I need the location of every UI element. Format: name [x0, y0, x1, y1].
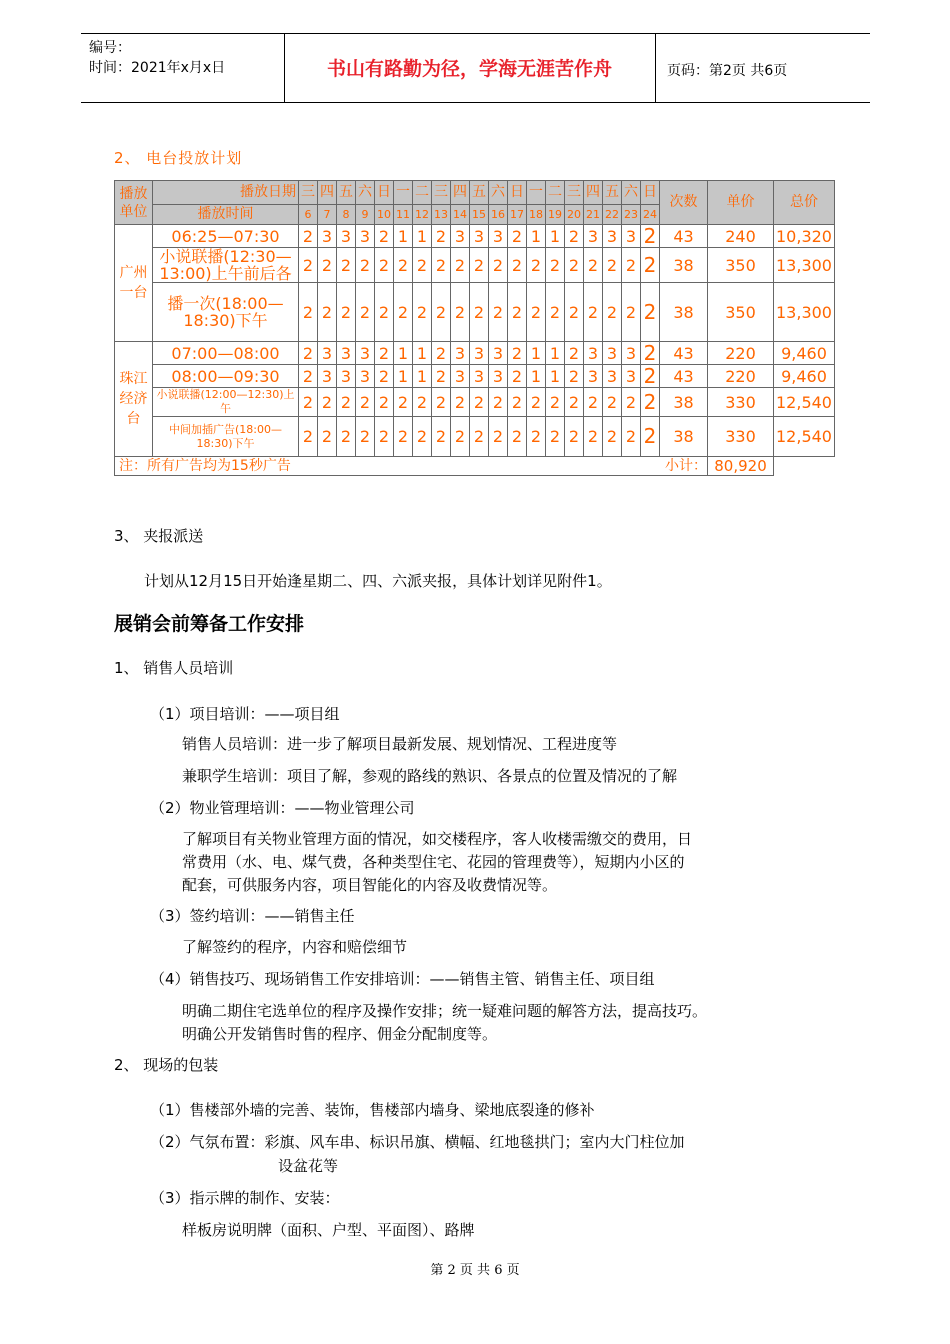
total-cell: 12,540: [774, 417, 835, 457]
times-cell: 43: [660, 342, 708, 365]
time-cell: 07:00—08:00: [153, 342, 299, 365]
count-cell: 2: [641, 225, 660, 248]
total-cell: 13,300: [774, 283, 835, 342]
times-cell: 43: [660, 365, 708, 388]
col-header-total: 总价: [774, 181, 835, 225]
count-cell: 1: [394, 365, 413, 388]
date-cell: 6: [299, 205, 318, 225]
weekday-cell: 四: [584, 181, 603, 205]
count-cell: 2: [375, 283, 394, 342]
date-cell: 12: [413, 205, 432, 225]
count-cell: 2: [318, 248, 337, 283]
subtotal-value: 80,920: [708, 457, 774, 476]
table-row: [115, 342, 835, 365]
time-cell: 06:25—07:30: [153, 225, 299, 248]
count-cell: 2: [546, 417, 565, 457]
count-cell: 2: [641, 365, 660, 388]
count-cell: 2: [375, 225, 394, 248]
weekday-cell: 日: [375, 181, 394, 205]
count-cell: 2: [508, 225, 527, 248]
date-cell: 11: [394, 205, 413, 225]
count-cell: 3: [356, 225, 375, 248]
date-cell: 23: [622, 205, 641, 225]
count-cell: 2: [603, 283, 622, 342]
count-cell: 2: [470, 248, 489, 283]
count-cell: 2: [299, 365, 318, 388]
count-cell: 2: [375, 248, 394, 283]
count-cell: 2: [470, 388, 489, 417]
weekday-cell: 六: [622, 181, 641, 205]
table-row: [115, 388, 835, 417]
count-cell: 2: [527, 283, 546, 342]
table-row: [115, 283, 835, 342]
count-cell: 2: [565, 225, 584, 248]
date-cell: 24: [641, 205, 660, 225]
count-cell: 2: [527, 248, 546, 283]
count-cell: 1: [546, 365, 565, 388]
list-item: （1）售楼部外墙的完善、装饰，售楼部内墙身、梁地底裂逢的修补: [150, 1101, 595, 1119]
date-cell: 18: [527, 205, 546, 225]
weekday-cell: 五: [337, 181, 356, 205]
count-cell: 2: [356, 417, 375, 457]
table-row: [115, 248, 835, 283]
count-cell: 3: [584, 342, 603, 365]
count-cell: 1: [413, 225, 432, 248]
count-cell: 2: [432, 342, 451, 365]
count-cell: 2: [337, 283, 356, 342]
count-cell: 2: [337, 388, 356, 417]
count-cell: 2: [432, 283, 451, 342]
count-cell: 2: [641, 248, 660, 283]
count-cell: 2: [565, 342, 584, 365]
count-cell: 2: [451, 283, 470, 342]
date-cell: 14: [451, 205, 470, 225]
count-cell: 1: [527, 225, 546, 248]
count-cell: 2: [546, 248, 565, 283]
price-cell: 350: [708, 248, 774, 283]
count-cell: 2: [299, 225, 318, 248]
date-cell: 13: [432, 205, 451, 225]
count-cell: 2: [508, 388, 527, 417]
date-cell: 8: [337, 205, 356, 225]
time-label: 时间：2021年x月x日: [89, 60, 226, 76]
count-cell: 3: [337, 225, 356, 248]
weekday-cell: 五: [470, 181, 489, 205]
weekday-cell: 日: [508, 181, 527, 205]
count-cell: 2: [508, 283, 527, 342]
date-cell: 9: [356, 205, 375, 225]
count-cell: 1: [413, 365, 432, 388]
page-header: [81, 33, 870, 103]
table-note-row: [115, 457, 835, 476]
count-cell: 3: [451, 225, 470, 248]
table-row: [115, 417, 835, 457]
list-item: （3）指示牌的制作、安装：: [150, 1189, 340, 1207]
count-cell: 2: [413, 388, 432, 417]
total-cell: 10,320: [774, 225, 835, 248]
count-cell: 2: [356, 283, 375, 342]
corner-unit-label: 播放单位: [115, 181, 153, 225]
count-cell: 2: [451, 248, 470, 283]
count-cell: 2: [489, 388, 508, 417]
count-cell: 2: [299, 248, 318, 283]
count-cell: 3: [470, 342, 489, 365]
paragraph: 明确公开发销售时售的程序、佣金分配制度等。: [182, 1025, 498, 1043]
count-cell: 3: [337, 365, 356, 388]
paragraph: 配套，可供服务内容，项目智能化的内容及收费情况等。: [182, 876, 558, 894]
date-cell: 15: [470, 205, 489, 225]
count-cell: 2: [508, 248, 527, 283]
count-cell: 1: [527, 365, 546, 388]
page-number-label: 页码：第2页 共6页: [667, 63, 788, 79]
count-cell: 2: [641, 417, 660, 457]
times-cell: 43: [660, 225, 708, 248]
price-cell: 220: [708, 342, 774, 365]
total-cell: 12,540: [774, 388, 835, 417]
count-cell: 2: [413, 283, 432, 342]
count-cell: 2: [413, 248, 432, 283]
count-cell: 2: [432, 248, 451, 283]
number-label: 编号：: [89, 40, 131, 56]
header-motto: 书山有路勤为径，学海无涯苦作舟: [326, 58, 612, 80]
broadcast-plan-table: [114, 180, 835, 476]
times-cell: 38: [660, 417, 708, 457]
count-cell: 2: [337, 417, 356, 457]
count-cell: 3: [603, 342, 622, 365]
weekday-cell: 一: [394, 181, 413, 205]
paragraph: 明确二期住宅选单位的程序及操作安排；统一疑难问题的解答方法，提高技巧。: [182, 1002, 708, 1020]
header-divider: [655, 34, 656, 102]
time-cell: 小说联播(12:00—12:30)上午: [153, 388, 299, 417]
weekday-cell: 六: [356, 181, 375, 205]
list-item: （4）销售技巧、现场销售工作安排培训：——销售主管、销售主任、项目组: [150, 970, 655, 988]
count-cell: 3: [489, 365, 508, 388]
count-cell: 3: [451, 342, 470, 365]
paragraph: 兼职学生培训：项目了解，参观的路线的熟识、各景点的位置及情况的了解: [182, 767, 678, 785]
time-cell: 小说联播(12:30—13:00)上午前后各: [153, 248, 299, 283]
count-cell: 2: [508, 342, 527, 365]
col-header-count: 次数: [660, 181, 708, 225]
list-item: （2）气氛布置：彩旗、风车串、标识吊旗、横幅、红地毯拱门；室内大门柱位加: [150, 1133, 685, 1151]
count-cell: 2: [299, 283, 318, 342]
count-cell: 1: [527, 342, 546, 365]
weekday-cell: 三: [565, 181, 584, 205]
time-cell: 08:00—09:30: [153, 365, 299, 388]
unit-cell: 广州一台: [115, 225, 153, 342]
table-header-row: [115, 181, 835, 205]
price-cell: 330: [708, 388, 774, 417]
times-cell: 38: [660, 248, 708, 283]
count-cell: 3: [356, 365, 375, 388]
paragraph: 了解签约的程序，内容和赔偿细节: [182, 938, 408, 956]
price-cell: 240: [708, 225, 774, 248]
weekday-cell: 四: [318, 181, 337, 205]
count-cell: 2: [318, 388, 337, 417]
unit-cell: 珠江经济台: [115, 342, 153, 457]
weekday-cell: 二: [413, 181, 432, 205]
count-cell: 2: [337, 248, 356, 283]
count-cell: 2: [622, 417, 641, 457]
count-cell: 2: [603, 248, 622, 283]
count-cell: 2: [470, 283, 489, 342]
count-cell: 3: [470, 225, 489, 248]
count-cell: 2: [375, 365, 394, 388]
count-cell: 3: [318, 342, 337, 365]
times-cell: 38: [660, 283, 708, 342]
page-footer: 第 2 页 共 6 页: [430, 1263, 520, 1278]
count-cell: 1: [413, 342, 432, 365]
paragraph: 样板房说明牌（面积、户型、平面图）、路牌: [182, 1221, 475, 1239]
count-cell: 2: [565, 248, 584, 283]
weekday-cell: 三: [299, 181, 318, 205]
price-cell: 330: [708, 417, 774, 457]
date-cell: 20: [565, 205, 584, 225]
corner-date-label: 播放日期: [153, 181, 299, 205]
count-cell: 3: [622, 225, 641, 248]
count-cell: 2: [318, 283, 337, 342]
date-cell: 21: [584, 205, 603, 225]
count-cell: 2: [375, 388, 394, 417]
date-cell: 10: [375, 205, 394, 225]
count-cell: 1: [394, 225, 413, 248]
section-title: 2、 电台投放计划: [114, 149, 243, 167]
list-item: 1、 销售人员培训: [114, 659, 234, 677]
count-cell: 2: [451, 417, 470, 457]
count-cell: 2: [299, 342, 318, 365]
count-cell: 3: [622, 365, 641, 388]
time-cell: 中间加插广告(18:00—18:30)下午: [153, 417, 299, 457]
count-cell: 2: [394, 388, 413, 417]
count-cell: 1: [394, 342, 413, 365]
list-item: （2）物业管理培训：——物业管理公司: [150, 799, 415, 817]
count-cell: 1: [546, 225, 565, 248]
price-cell: 350: [708, 283, 774, 342]
header-meta: [89, 38, 225, 78]
count-cell: 2: [318, 417, 337, 457]
heading: 展销会前筹备工作安排: [114, 613, 305, 635]
count-cell: 3: [489, 342, 508, 365]
count-cell: 2: [489, 248, 508, 283]
weekday-cell: 三: [432, 181, 451, 205]
list-item: （1）项目培训：——项目组: [150, 705, 340, 723]
list-item: （3）签约培训：——销售主任: [150, 907, 355, 925]
count-cell: 3: [337, 342, 356, 365]
count-cell: 3: [584, 365, 603, 388]
count-cell: 2: [394, 248, 413, 283]
total-cell: 9,460: [774, 342, 835, 365]
count-cell: 2: [584, 417, 603, 457]
count-cell: 2: [603, 388, 622, 417]
total-cell: 13,300: [774, 248, 835, 283]
count-cell: 2: [413, 417, 432, 457]
count-cell: 2: [584, 388, 603, 417]
count-cell: 2: [375, 417, 394, 457]
count-cell: 1: [546, 342, 565, 365]
count-cell: 2: [299, 388, 318, 417]
count-cell: 2: [584, 248, 603, 283]
count-cell: 2: [394, 283, 413, 342]
count-cell: 2: [489, 417, 508, 457]
count-cell: 3: [489, 225, 508, 248]
count-cell: 2: [622, 388, 641, 417]
count-cell: 2: [641, 283, 660, 342]
count-cell: 3: [451, 365, 470, 388]
count-cell: 2: [603, 417, 622, 457]
count-cell: 2: [356, 388, 375, 417]
count-cell: 2: [451, 388, 470, 417]
count-cell: 2: [432, 388, 451, 417]
count-cell: 3: [603, 365, 622, 388]
count-cell: 2: [432, 417, 451, 457]
count-cell: 2: [565, 417, 584, 457]
count-cell: 2: [622, 248, 641, 283]
count-cell: 2: [641, 388, 660, 417]
paragraph: 计划从12月15日开始逢星期二、四、六派夹报，具体计划详见附件1。: [144, 572, 612, 590]
paragraph: 常费用（水、电、煤气费，各种类型住宅、花园的管理费等），短期内小区的: [182, 853, 685, 871]
count-cell: 3: [318, 365, 337, 388]
count-cell: 2: [565, 365, 584, 388]
list-item: 2、 现场的包装: [114, 1056, 219, 1074]
weekday-cell: 日: [641, 181, 660, 205]
count-cell: 2: [584, 283, 603, 342]
table-row: [115, 365, 835, 388]
count-cell: 2: [565, 283, 584, 342]
weekday-cell: 一: [527, 181, 546, 205]
weekday-cell: 五: [603, 181, 622, 205]
count-cell: 2: [375, 342, 394, 365]
time-cell: 播一次(18:00—18:30)下午: [153, 283, 299, 342]
weekday-cell: 四: [451, 181, 470, 205]
count-cell: 2: [489, 283, 508, 342]
count-cell: 2: [508, 365, 527, 388]
date-cell: 19: [546, 205, 565, 225]
count-cell: 2: [527, 388, 546, 417]
count-cell: 2: [565, 388, 584, 417]
count-cell: 3: [603, 225, 622, 248]
count-cell: 2: [527, 417, 546, 457]
count-cell: 3: [584, 225, 603, 248]
subtotal-label: 小计：: [660, 457, 708, 476]
paragraph: 销售人员培训：进一步了解项目最新发展、规划情况、工程进度等: [182, 735, 618, 753]
count-cell: 2: [470, 417, 489, 457]
count-cell: 2: [546, 283, 565, 342]
count-cell: 2: [394, 417, 413, 457]
date-cell: 17: [508, 205, 527, 225]
count-cell: 2: [641, 342, 660, 365]
count-cell: 3: [356, 342, 375, 365]
weekday-cell: 二: [546, 181, 565, 205]
times-cell: 38: [660, 388, 708, 417]
count-cell: 2: [622, 283, 641, 342]
count-cell: 2: [508, 417, 527, 457]
count-cell: 2: [546, 388, 565, 417]
total-cell: 9,460: [774, 365, 835, 388]
price-cell: 220: [708, 365, 774, 388]
section-title: 3、 夹报派送: [114, 527, 204, 545]
count-cell: 2: [299, 417, 318, 457]
paragraph: 了解项目有关物业管理方面的情况，如交楼程序，客人收楼需缴交的费用，日: [182, 830, 693, 848]
date-cell: 7: [318, 205, 337, 225]
count-cell: 3: [318, 225, 337, 248]
count-cell: 3: [470, 365, 489, 388]
count-cell: 2: [432, 225, 451, 248]
corner-time-label: 播放时间: [153, 205, 299, 225]
table-row: [115, 225, 835, 248]
table-note: 注：所有广告均为15秒广告: [115, 457, 660, 476]
col-header-price: 单价: [708, 181, 774, 225]
weekday-cell: 六: [489, 181, 508, 205]
count-cell: 3: [622, 342, 641, 365]
paragraph: 设盆花等: [278, 1157, 339, 1175]
count-cell: 2: [432, 365, 451, 388]
date-cell: 22: [603, 205, 622, 225]
count-cell: 2: [356, 248, 375, 283]
date-cell: 16: [489, 205, 508, 225]
